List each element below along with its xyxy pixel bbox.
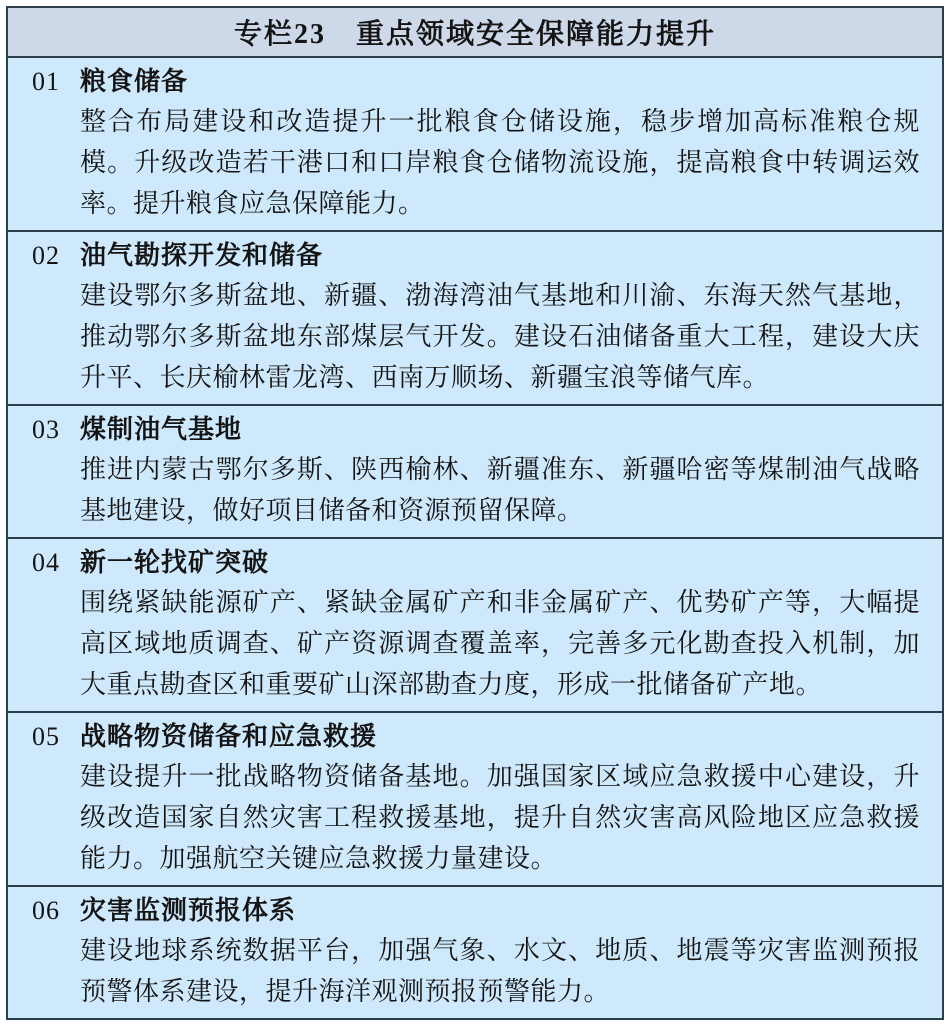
section-row-mineral-exploration xyxy=(8,537,942,711)
section-body: 建设鄂尔多斯盆地、新疆、渤海湾油气基地和川渝、东海天然气基地，推动鄂尔多斯盆地东部煤层气开发。建设石油储备重大工程，建设大庆升平、长庆榆林雷龙湾、西南万顺场、新疆宝浪等储气库。 xyxy=(80,281,920,392)
section-row-coal-to-oil-gas-bases xyxy=(8,404,942,537)
section-row-grain-reserves xyxy=(8,58,942,230)
section-number: 03 xyxy=(32,415,60,444)
section-title-row xyxy=(32,892,920,930)
section-number: 02 xyxy=(32,241,60,270)
section-row-disaster-monitoring xyxy=(8,885,942,1018)
section-title-row xyxy=(32,544,920,582)
section-title: 油气勘探开发和储备 xyxy=(80,241,324,270)
section-title-row xyxy=(32,718,920,756)
section-row-strategic-materials-rescue xyxy=(8,711,942,885)
section-row-oil-gas-exploration xyxy=(8,230,942,404)
section-body: 整合布局建设和改造提升一批粮食仓储设施，稳步增加高标准粮仓规模。升级改造若干港口和口岸粮食仓储物流设施，提高粮食中转调运效率。提升粮食应急保障能力。 xyxy=(80,107,920,218)
section-number: 01 xyxy=(32,67,60,96)
section-title: 战略物资储备和应急救援 xyxy=(80,722,378,751)
section-title: 灾害监测预报体系 xyxy=(80,896,297,925)
panel-header xyxy=(8,8,942,58)
column-23-panel xyxy=(6,6,944,1020)
section-body: 推进内蒙古鄂尔多斯、陕西榆林、新疆准东、新疆哈密等煤制油气战略基地建设，做好项目储备和资源预留保障。 xyxy=(80,455,920,525)
section-body: 围绕紧缺能源矿产、紧缺金属矿产和非金属矿产、优势矿产等，大幅提高区域地质调查、矿产资源调查覆盖率，完善多元化勘查投入机制，加大重点勘查区和重要矿山深部勘查力度，形成一批储备矿产地。 xyxy=(80,588,920,699)
section-title: 粮食储备 xyxy=(80,67,189,96)
section-body: 建设提升一批战略物资储备基地。加强国家区域应急救援中心建设，升级改造国家自然灾害工程救援基地，提升自然灾害高风险地区应急救援能力。加强航空关键应急救援力量建设。 xyxy=(80,762,920,873)
section-title-row xyxy=(32,411,920,449)
section-number: 06 xyxy=(32,896,60,925)
section-number: 04 xyxy=(32,548,60,577)
section-title: 新一轮找矿突破 xyxy=(80,548,270,577)
section-title-row xyxy=(32,63,920,101)
section-number: 05 xyxy=(32,722,60,751)
section-body: 建设地球系统数据平台，加强气象、水文、地质、地震等灾害监测预报预警体系建设，提升海洋观测预报预警能力。 xyxy=(80,936,920,1006)
section-title-row xyxy=(32,237,920,275)
section-title: 煤制油气基地 xyxy=(80,415,243,444)
panel-title: 专栏23 重点领域安全保障能力提升 xyxy=(233,19,716,50)
